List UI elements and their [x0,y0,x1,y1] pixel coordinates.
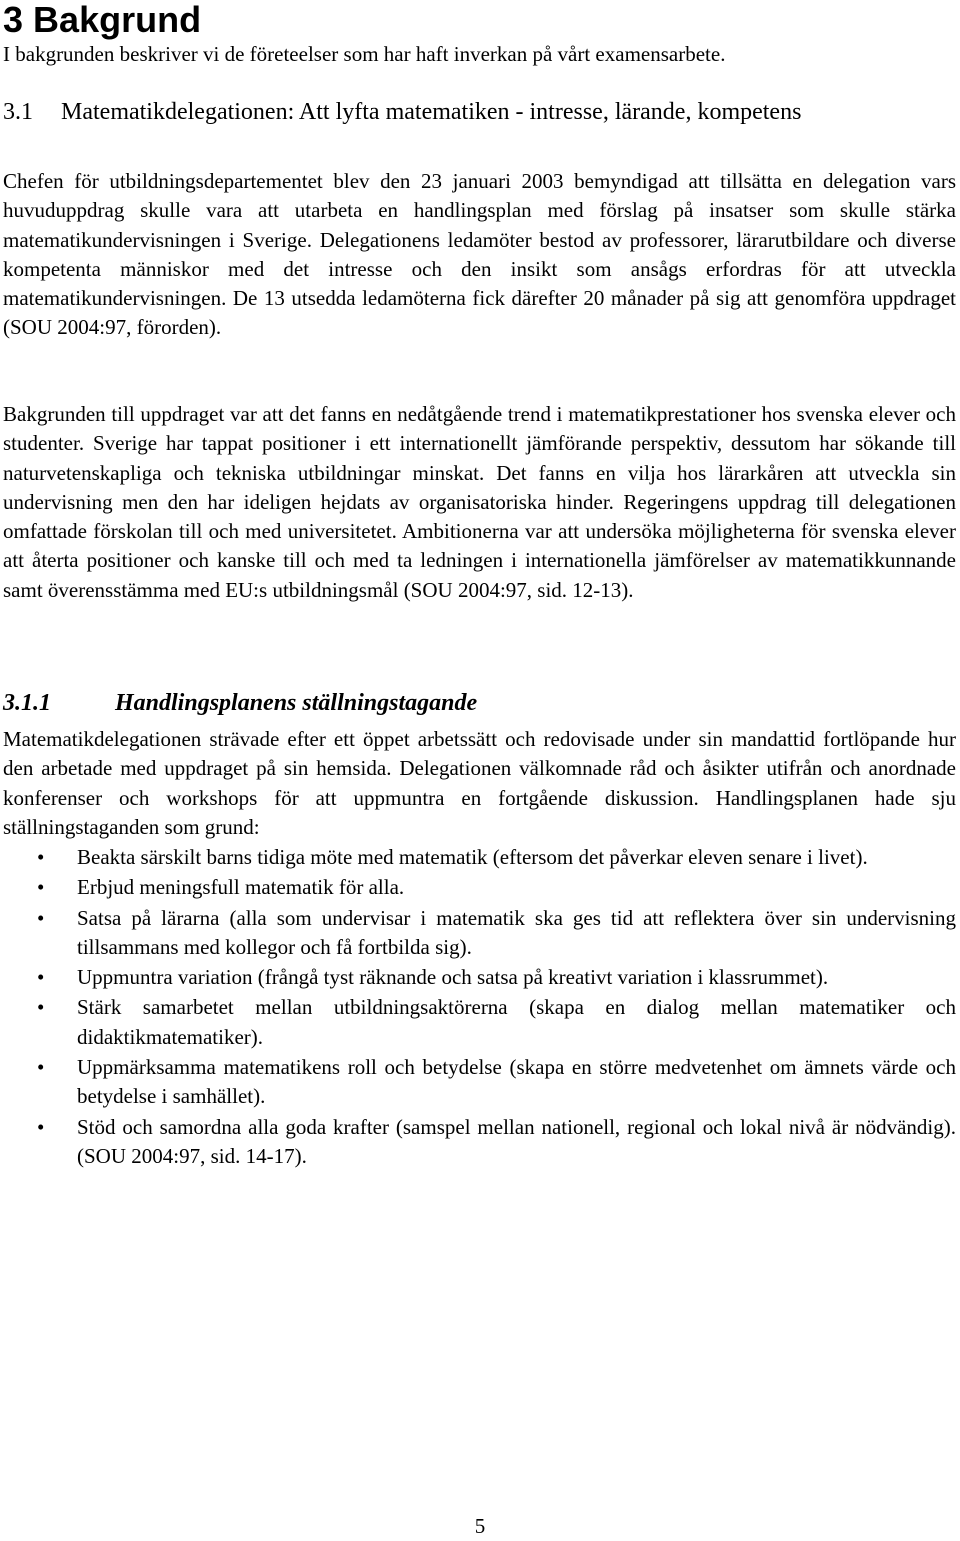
list-item: • Stärk samarbetet mellan utbildningsaktörerna (skapa en dialog mellan matematiker och didaktikmatematiker). [37,995,956,1049]
bullet-icon: • [37,1114,45,1139]
chapter-number: 3 [3,0,24,40]
subsection-number: 3.1.1 [3,690,51,716]
chapter-heading [3,0,953,40]
list-item: • Satsa på lärarna (alla som undervisar i matematik ska ges tid att reflektera över sin undervisning tillsammans med kollegor och få fortbilda sig). [37,905,956,959]
bullet-icon: • [37,995,45,1020]
bullet-icon: • [37,965,45,990]
list-item: • Uppmuntra variation (frångå tyst räknande och satsa på kreativt variation i klassrummet). [3,963,956,992]
bullet-icon: • [37,875,45,900]
paragraph-action-plan: Matematikdelegationen strävade efter ett öppet arbetssätt och redovisade under sin mandattid fortlöpande hur den arbetade med uppdraget på sin hemsida. Delegationen välkomnade råd och åsikter utifrån och anordnade konferenser och workshops för att uppmuntra en fortgående diskussion. Handlingsplanen hade sju ställningstaganden som grund: [3,727,956,839]
list-item: • Erbjud meningsfull matematik för alla. [3,873,956,902]
subsection-title: Handlingsplanens ställningstagande [115,690,478,716]
list-item: • Beakta särskilt barns tidiga möte med matematik (eftersom det påverkar eleven senare i livet). [3,843,956,872]
chapter-title: Bakgrund [33,0,202,40]
list-item: • Stöd och samordna alla goda krafter (samspel mellan nationell, regional och lokal nivå är nödvändig). (SOU 2004:97, sid. 14-17). [37,1114,956,1168]
page-number: 5 [474,1514,486,1538]
bullet-icon: • [37,1055,45,1080]
bullet-icon: • [37,845,45,869]
section-title: Matematikdelegationen: Att lyfta matematiken - intresse, lärande, kompetens [61,99,802,125]
bullet-icon: • [37,905,45,930]
list-item: • Uppmärksamma matematikens roll och betydelse (skapa en större medvetenhet om ämnets värde och betydelse i samhället). [37,1055,956,1109]
section-number: 3.1 [3,99,33,125]
intro-text: I bakgrunden beskriver vi de företeelser som har haft inverkan på vårt examensarbete. [3,42,726,66]
paragraph-background: Bakgrunden till uppdraget var att det fanns en nedåtgående trend i matematikprestationer hos svenska elever och studenter. Sverige har tappat positioner i ett internationellt jämförande perspektiv, dessutom har sökande till naturvetenskapliga och tekniska utbildningar minskat. Det fanns en vilja hos lärarkåren att utveckla sin undervisning men den har ideligen hejdats av organisatoriska hinder. Regeringens uppdrag till delegationen omfattade förskolan till och med universitetet. Ambitionerna var att undersöka möjligheterna för svenska elever att återta positioner och kanske till och med ta ledningen i internationella jämförelser av matematikkunnande samt överensstämma med EU:s utbildningsmål (SOU 2004:97, sid. 12-13). [3,402,956,602]
subsection-heading [3,687,953,719]
section-heading [3,96,953,128]
paragraph-delegation: Chefen för utbildningsdepartementet blev den 23 januari 2003 bemyndigad att tillsätta en delegation vars huvuduppdrag skulle vara att utarbeta en handlingsplan med förslag på insatser som skulle stärka matematikundervisningen i Sverige. Delegationens ledamöter bestod av professorer, lärarutbildare och diverse kompetenta människor med det intresse och den insikt som ansågs erfordras för att utveckla matematikundervisningen. De 13 utsedda ledamöterna fick därefter 20 månader på sig att genomföra uppdraget (SOU 2004:97, förorden). [3,169,956,340]
position-list [3,843,956,1172]
